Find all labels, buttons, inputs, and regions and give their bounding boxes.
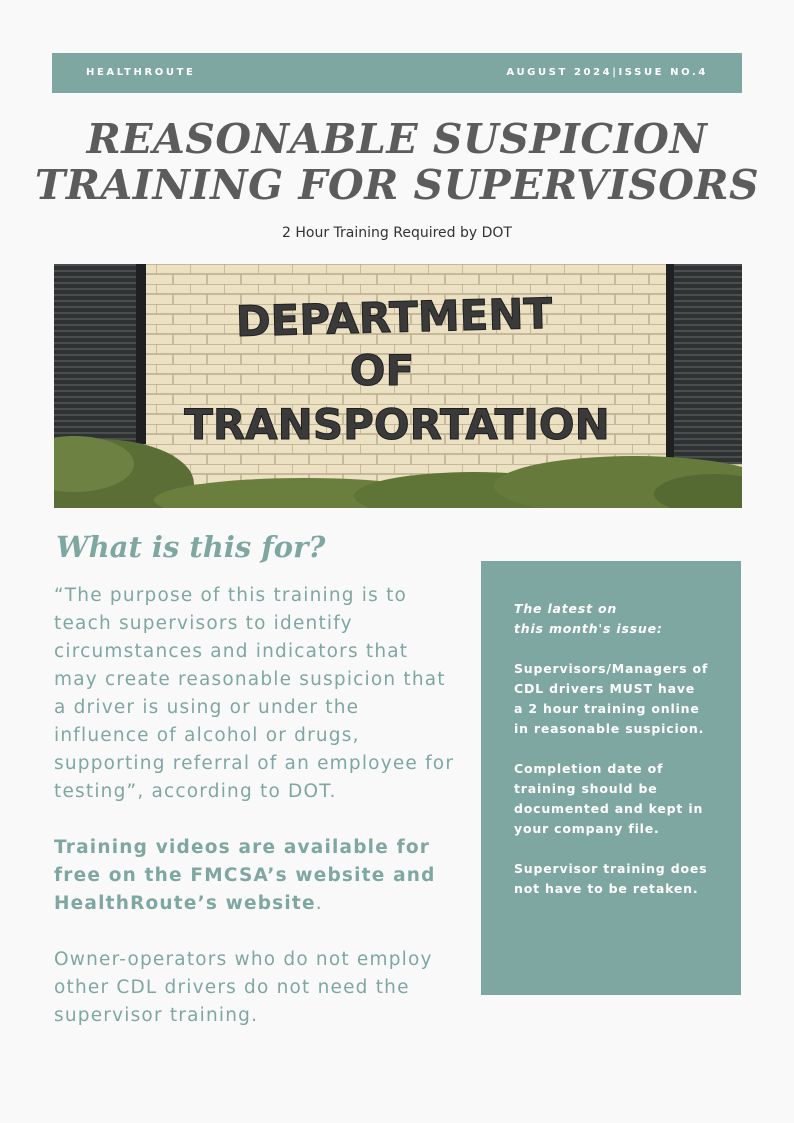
title-line-1: REASONABLE SUSPICION [86,115,708,163]
purpose-quote: “The purpose of this training is to teach supervisors to identify circumstances and indicators that may create reasonable suspicion that a driver is using or under the influence of alcohol or drugs, supporting referral of an employee for testing”, according to DOT. [54,585,455,802]
owner-operators-paragraph: Owner-operators who do not employ other CDL drivers do not need the supervisor training. [54,949,433,1026]
sign-line-1: DEPARTMENT [235,288,553,347]
issue-label: AUGUST 2024|ISSUE NO.4 [506,67,708,78]
callout-item-2: Completion date of training should be documented and kept in your company file. [514,761,704,836]
callout-lead-line-2: this month's issue: [514,621,663,636]
main-text-column [54,582,459,1058]
right-window [666,264,742,464]
videos-end-text: . [315,893,323,914]
newsletter-header-bar [52,53,742,93]
callout-box [481,561,741,995]
title-line-2: TRAINING FOR SUPERVISORS [34,161,760,209]
sign-line-2: OF [349,346,415,395]
callout-item-3: Supervisor training does not have to be retaken. [514,861,708,896]
videos-paragraph [54,834,459,918]
left-window [54,264,146,444]
brand-name: HEALTHROUTE [86,67,196,78]
videos-bold-text: Training videos are available for free on the FMCSA’s website and HealthRoute’s website [54,837,436,914]
sign-line-3: TRANSPORTATION [184,400,610,449]
dot-building-photo [54,264,742,508]
page-subtitle: 2 Hour Training Required by DOT [282,225,512,241]
callout-item-1: Supervisors/Managers of CDL drivers MUST have a 2 hour training online in reasonable suspicion. [514,661,709,736]
callout-lead-line-1: The latest on [514,601,618,616]
page-title [0,116,794,208]
section-heading: What is this for? [56,530,326,564]
callout-lead [514,599,709,639]
